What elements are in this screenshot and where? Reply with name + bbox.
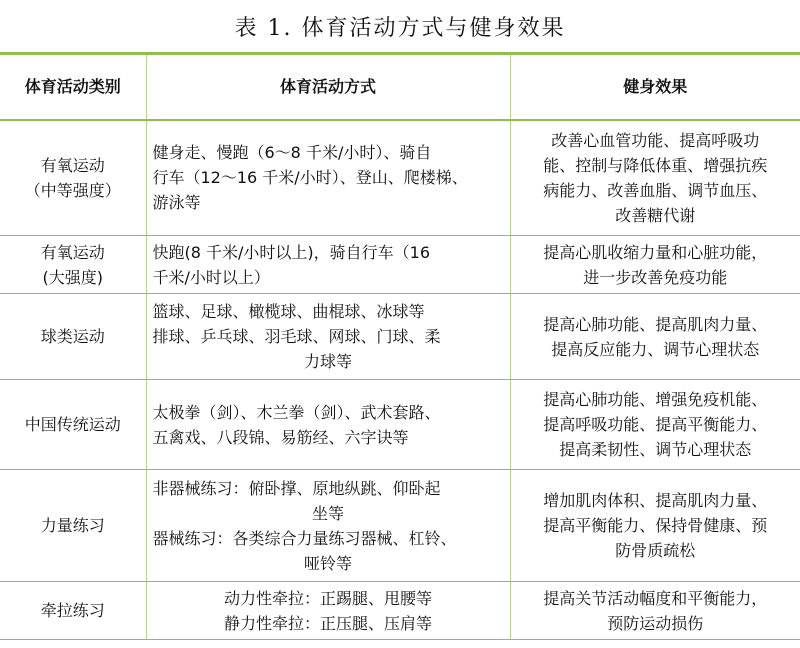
table-row [0,120,800,236]
table-row [0,470,800,582]
methods-cell [146,120,510,236]
cell-line: （中等强度） [24,180,121,200]
header-methods: 体育活动方式 [146,54,510,120]
table-caption: 表 1. 体育活动方式与健身效果 [234,15,566,41]
methods-cell [146,294,510,380]
category-cell [0,120,146,236]
header-row [0,54,800,120]
category-cell [0,294,146,380]
category-cell [0,582,146,640]
cell-line: 提高呼吸功能、提高平衡能力、 [543,415,768,434]
cell-line: 能、控制与降低体重、增强抗疾 [543,155,768,175]
effects-cell [510,120,800,236]
cell-line: 中国传统运动 [24,415,121,434]
cell-line: 进一步改善免疫功能 [583,267,728,287]
cell-line: 球类运动 [40,327,105,346]
cell-line: 动力性牵拉：正踢腿、甩腰等 [223,588,432,608]
methods-cell [146,582,510,640]
table-row [0,294,800,380]
cell-line: 篮球、足球、橄榄球、曲棍球、冰球等 [152,302,425,321]
effects-cell [510,582,800,640]
cell-line: 行车（12～16 千米/小时）、登山、爬楼梯、 [152,168,468,188]
effects-cell [510,294,800,380]
cell-line: 排球、乒乓球、羽毛球、网球、门球、柔 [152,327,441,346]
cell-line: 五禽戏、八段锦、易筋经、六字诀等 [152,427,409,447]
cell-line: 健身走、慢跑（6～8 千米/小时）、骑自 [152,143,432,163]
fitness-table [0,52,800,640]
cell-line: 有氧运动 [40,155,105,175]
cell-line: 太极拳（剑）、木兰拳（剑）、武术套路、 [152,402,441,422]
cell-line: 有氧运动 [40,242,105,262]
cell-line: 提高心肺功能、提高肌肉力量、 [543,314,768,334]
table-header [0,54,800,120]
category-cell [0,236,146,294]
cell-line: 坐等 [311,503,344,523]
table-row [0,236,800,294]
effects-cell [510,470,800,582]
cell-line: 提高反应能力、调节心理状态 [551,339,760,359]
cell-line: 牵拉练习 [40,601,105,620]
category-cell [0,380,146,470]
cell-line: 病能力、改善血脂、调节血压、 [543,180,768,200]
cell-line: 提高关节活动幅度和平衡能力， [543,588,768,608]
table-body [0,120,800,640]
cell-line: 哑铃等 [303,553,352,573]
methods-cell [146,236,510,294]
cell-line: 防骨质疏松 [615,541,696,560]
header-effects: 健身效果 [510,54,800,120]
cell-line: 非器械练习：俯卧撑、原地纵跳、仰卧起 [152,478,441,498]
cell-line: 提高柔韧性、调节心理状态 [559,440,752,459]
cell-line: 快跑(8 千米/小时以上)，骑自行车（16 [152,242,431,262]
table-row [0,380,800,470]
table-row [0,582,800,640]
cell-line: 提高心肺功能、增强免疫机能、 [543,390,768,409]
effects-cell [510,380,800,470]
effects-cell [510,236,800,294]
cell-line: 器械练习：各类综合力量练习器械、杠铃、 [152,528,457,548]
category-cell [0,470,146,582]
cell-line: 力球等 [303,352,352,371]
cell-line: 游泳等 [152,193,201,213]
methods-cell [146,470,510,582]
cell-line: 力量练习 [40,516,105,535]
cell-line: 静力性牵拉：正压腿、压肩等 [223,613,432,633]
methods-cell [146,380,510,470]
cell-line: 改善糖代谢 [615,205,696,225]
cell-line: 改善心血管功能、提高呼吸功 [551,130,760,150]
cell-line: 提高心肌收缩力量和心脏功能， [543,242,768,262]
header-category: 体育活动类别 [0,54,146,120]
cell-line: (大强度) [42,267,103,287]
cell-line: 提高平衡能力、保持骨健康、预 [543,516,768,535]
cell-line: 增加肌肉体积、提高肌肉力量、 [543,491,768,510]
cell-line: 预防运动损伤 [607,613,704,633]
cell-line: 千米/小时以上） [152,267,270,287]
